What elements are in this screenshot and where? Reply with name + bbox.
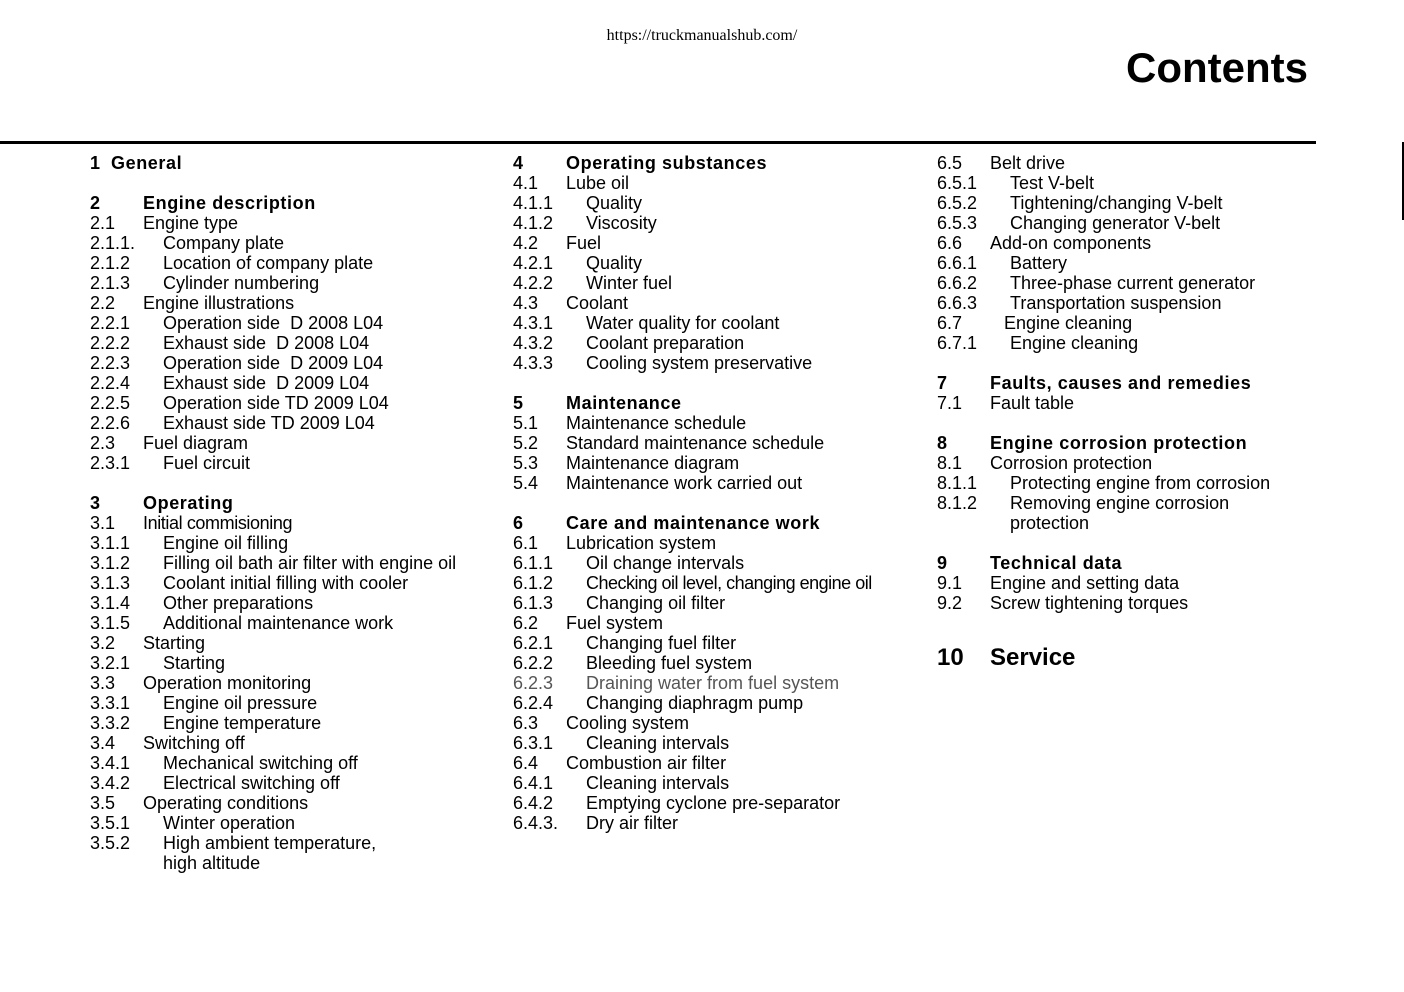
toc-title: Mechanical switching off	[163, 753, 358, 773]
toc-number: 3.4	[90, 733, 116, 753]
toc-number: 6.7.1	[937, 333, 978, 353]
toc-title: Tightening/changing V-belt	[1010, 193, 1223, 213]
toc-entry[interactable]	[937, 233, 1357, 253]
toc-number: 4.2.2	[513, 273, 554, 293]
toc-number: 4	[513, 153, 524, 173]
toc-entry[interactable]	[90, 353, 500, 373]
toc-title: Maintenance work carried out	[566, 473, 803, 493]
toc-title: Add-on components	[990, 233, 1152, 253]
toc-title: Belt drive	[990, 153, 1066, 173]
toc-title: Engine cleaning	[1010, 333, 1139, 353]
toc-entry[interactable]	[90, 313, 500, 333]
toc-title: Fuel	[566, 233, 602, 253]
toc-title: Operation side D 2009 L04	[163, 353, 384, 373]
toc-entry[interactable]	[513, 353, 923, 373]
toc-number: 4.3.1	[513, 313, 554, 333]
toc-entry-continuation[interactable]	[937, 513, 1357, 533]
toc-number: 8.1	[937, 453, 963, 473]
toc-number: 3.5.1	[90, 813, 131, 833]
toc-entry[interactable]	[513, 733, 923, 753]
toc-title: Dry air filter	[586, 813, 679, 833]
toc-number: 2.2.3	[90, 353, 131, 373]
toc-number: 6.2.2	[513, 653, 554, 673]
toc-entry[interactable]	[513, 653, 923, 673]
toc-title: Quality	[586, 253, 643, 273]
toc-title: Technical data	[990, 553, 1123, 573]
toc-number: 4.1	[513, 173, 539, 193]
toc-title: Changing generator V-belt	[1010, 213, 1221, 233]
toc-title: Changing fuel filter	[586, 633, 737, 653]
toc-title: Operation side D 2008 L04	[163, 313, 384, 333]
toc-number: 7	[937, 373, 948, 393]
toc-number: 4.2.1	[513, 253, 554, 273]
toc-number: 7.1	[937, 393, 963, 413]
toc-title: Engine illustrations	[143, 293, 295, 313]
toc-title: Engine oil filling	[163, 533, 289, 553]
toc-number: 3.3.1	[90, 693, 131, 713]
toc-number: 8.1.1	[937, 473, 978, 493]
toc-entry[interactable]	[90, 753, 500, 773]
toc-title: Draining water from fuel system	[586, 673, 840, 693]
toc-number: 6.1.1	[513, 553, 554, 573]
toc-title: Service	[990, 644, 1076, 671]
toc-section-heading[interactable]	[937, 373, 1357, 393]
spacer	[90, 173, 500, 193]
toc-title: Starting	[163, 653, 226, 673]
toc-title: Cleaning intervals	[586, 773, 730, 793]
toc-title: protection	[1010, 513, 1090, 533]
toc-title: Operation side TD 2009 L04	[163, 393, 389, 413]
toc-number: 2.3.1	[90, 453, 131, 473]
toc-entry[interactable]	[90, 553, 500, 573]
spacer	[937, 613, 1357, 633]
toc-number: 6.6.2	[937, 273, 978, 293]
toc-title: Standard maintenance schedule	[566, 433, 825, 453]
toc-number: 6.6.3	[937, 293, 978, 313]
toc-entry[interactable]	[513, 753, 923, 773]
toc-number: 6.7	[937, 313, 963, 333]
toc-number: 6.6.1	[937, 253, 978, 273]
toc-number: 5.4	[513, 473, 539, 493]
toc-entry[interactable]	[90, 773, 500, 793]
spacer	[937, 533, 1357, 553]
toc-title: Engine cleaning	[1004, 313, 1133, 333]
toc-entry[interactable]	[513, 173, 923, 193]
toc-title: Cylinder numbering	[163, 273, 320, 293]
toc-title: Electrical switching off	[163, 773, 340, 793]
toc-entry[interactable]	[90, 613, 500, 633]
toc-number: 2.2.1	[90, 313, 131, 333]
toc-title: Coolant initial filling with cooler	[163, 573, 409, 593]
toc-title: Engine temperature	[163, 713, 322, 733]
toc-entry[interactable]	[937, 153, 1357, 173]
toc-number: 2.1.3	[90, 273, 131, 293]
toc-column-1	[90, 153, 500, 873]
toc-title: Care and maintenance work	[566, 513, 821, 533]
toc-number: 8	[937, 433, 948, 453]
spacer	[90, 473, 500, 493]
toc-entry[interactable]	[90, 733, 500, 753]
toc-number: 3.1.5	[90, 613, 131, 633]
toc-number: 4.1.1	[513, 193, 554, 213]
toc-number: 5.1	[513, 413, 539, 433]
toc-title: Engine corrosion protection	[990, 433, 1248, 453]
toc-entry[interactable]	[90, 213, 500, 233]
toc-number: 6.5.1	[937, 173, 978, 193]
toc-title: Cleaning intervals	[586, 733, 730, 753]
spacer	[513, 373, 923, 393]
toc-title: Operating	[143, 493, 234, 513]
toc-title: Exhaust side TD 2009 L04	[163, 413, 375, 433]
toc-section-heading[interactable]	[513, 393, 923, 413]
toc-entry[interactable]	[90, 513, 500, 533]
toc-title: Maintenance schedule	[566, 413, 747, 433]
toc-number: 9.2	[937, 593, 963, 613]
toc-entry[interactable]	[90, 673, 500, 693]
toc-entry[interactable]	[513, 473, 923, 493]
toc-title: Fault table	[990, 393, 1075, 413]
toc-column-2	[513, 153, 923, 833]
toc-number: 9.1	[937, 573, 963, 593]
toc-entry[interactable]	[90, 413, 500, 433]
toc-number: 2.2.5	[90, 393, 131, 413]
toc-number: 6.4	[513, 753, 539, 773]
toc-section-heading[interactable]	[90, 193, 500, 213]
toc-number: 1	[90, 153, 101, 173]
toc-number: 3	[90, 493, 101, 513]
toc-number: 6.1.3	[513, 593, 554, 613]
toc-title: Engine type	[143, 213, 239, 233]
toc-entry[interactable]	[937, 253, 1357, 273]
toc-number: 2.2	[90, 293, 116, 313]
toc-entry[interactable]	[937, 333, 1357, 353]
toc-entry[interactable]	[513, 633, 923, 653]
toc-title: Changing oil filter	[586, 593, 726, 613]
toc-number: 3.4.2	[90, 773, 131, 793]
toc-entry[interactable]	[90, 253, 500, 273]
toc-entry[interactable]	[90, 633, 500, 653]
toc-entry[interactable]	[90, 393, 500, 413]
toc-title: High ambient temperature,	[163, 833, 377, 853]
toc-number: 4.3.2	[513, 333, 554, 353]
toc-entry[interactable]	[90, 273, 500, 293]
toc-number: 6.5	[937, 153, 963, 173]
toc-entry[interactable]	[90, 433, 500, 453]
toc-entry[interactable]	[513, 413, 923, 433]
toc-title: Other preparations	[163, 593, 314, 613]
toc-entry[interactable]	[937, 453, 1357, 473]
toc-number: 2.2.2	[90, 333, 131, 353]
toc-title: Cooling system	[566, 713, 690, 733]
toc-entry[interactable]	[90, 573, 500, 593]
spacer	[513, 493, 923, 513]
toc-entry-continuation[interactable]	[90, 853, 500, 873]
toc-title: Starting	[143, 633, 206, 653]
toc-entry[interactable]	[513, 813, 923, 833]
toc-entry[interactable]	[513, 593, 923, 613]
toc-number: 6.5.2	[937, 193, 978, 213]
toc-entry[interactable]	[90, 833, 500, 853]
toc-title: Transportation suspension	[1010, 293, 1222, 313]
toc-number: 6.6	[937, 233, 963, 253]
toc-title: Maintenance	[566, 393, 682, 413]
toc-entry[interactable]	[513, 673, 923, 693]
spacer	[937, 413, 1357, 433]
toc-entry[interactable]	[513, 773, 923, 793]
toc-section-heading[interactable]	[513, 513, 923, 533]
toc-entry[interactable]	[513, 233, 923, 253]
toc-entry[interactable]	[937, 213, 1357, 233]
toc-number: 4.1.2	[513, 213, 554, 233]
toc-title: Initial commisioning	[143, 513, 293, 533]
toc-number: 3.2	[90, 633, 116, 653]
toc-number: 3.1	[90, 513, 116, 533]
toc-entry[interactable]	[937, 293, 1357, 313]
toc-number: 3.5	[90, 793, 116, 813]
toc-number: 4.2	[513, 233, 539, 253]
toc-title: Additional maintenance work	[163, 613, 394, 633]
toc-entry[interactable]	[513, 713, 923, 733]
toc-number: 3.2.1	[90, 653, 131, 673]
toc-number: 5.3	[513, 453, 539, 473]
toc-title: Operation monitoring	[143, 673, 312, 693]
spacer	[937, 353, 1357, 373]
toc-entry[interactable]	[513, 453, 923, 473]
toc-title: Three-phase current generator	[1010, 273, 1256, 293]
toc-entry[interactable]	[937, 173, 1357, 193]
toc-entry[interactable]	[90, 593, 500, 613]
toc-title: Bleeding fuel system	[586, 653, 753, 673]
toc-title: Exhaust side D 2008 L04	[163, 333, 370, 353]
toc-entry[interactable]	[513, 573, 923, 593]
toc-title: Fuel system	[566, 613, 664, 633]
toc-number: 3.1.4	[90, 593, 131, 613]
toc-title: Battery	[1010, 253, 1068, 273]
toc-title: Coolant	[566, 293, 629, 313]
toc-number: 6	[513, 513, 524, 533]
toc-number: 6.4.3.	[513, 813, 559, 833]
toc-title: Oil change intervals	[586, 553, 745, 573]
toc-entry[interactable]	[90, 293, 500, 313]
toc-entry[interactable]	[513, 273, 923, 293]
toc-title: Removing engine corrosion	[1010, 493, 1230, 513]
toc-title: Combustion air filter	[566, 753, 727, 773]
toc-number: 6.2	[513, 613, 539, 633]
toc-entry[interactable]	[90, 333, 500, 353]
toc-number: 6.4.1	[513, 773, 554, 793]
toc-title: Water quality for coolant	[586, 313, 780, 333]
toc-section-heading[interactable]	[937, 553, 1357, 573]
toc-entry[interactable]	[513, 293, 923, 313]
toc-number: 6.1.2	[513, 573, 554, 593]
toc-title: Winter operation	[163, 813, 296, 833]
toc-title: Operating substances	[566, 153, 768, 173]
toc-entry[interactable]	[90, 693, 500, 713]
toc-number: 5.2	[513, 433, 539, 453]
toc-title: Corrosion protection	[990, 453, 1153, 473]
toc-entry[interactable]	[90, 793, 500, 813]
toc-number: 6.2.3	[513, 673, 554, 693]
toc-entry[interactable]	[513, 433, 923, 453]
toc-number: 3.3	[90, 673, 116, 693]
toc-entry[interactable]	[937, 193, 1357, 213]
toc-number: 3.1.2	[90, 553, 131, 573]
toc-title: Fuel diagram	[143, 433, 249, 453]
toc-entry[interactable]	[90, 813, 500, 833]
toc-number: 6.4.2	[513, 793, 554, 813]
toc-title: Winter fuel	[586, 273, 673, 293]
toc-entry[interactable]	[90, 533, 500, 553]
toc-number: 3.4.1	[90, 753, 131, 773]
toc-title: Filling oil bath air filter with engine oil	[163, 553, 457, 573]
toc-title: Checking oil level, changing engine oil	[586, 573, 872, 593]
toc-number: 6.5.3	[937, 213, 978, 233]
page-title: Contents	[1126, 44, 1308, 91]
toc-title: Switching off	[143, 733, 245, 753]
source-url[interactable]: https://truckmanualshub.com/	[606, 27, 798, 44]
toc-title: high altitude	[163, 853, 261, 873]
toc-title: Emptying cyclone pre-separator	[586, 793, 841, 813]
toc-title: Test V-belt	[1010, 173, 1095, 193]
toc-entry[interactable]	[937, 273, 1357, 293]
toc-entry[interactable]	[937, 493, 1357, 513]
toc-entry[interactable]	[90, 373, 500, 393]
toc-number: 8.1.2	[937, 493, 978, 513]
toc-entry[interactable]	[513, 613, 923, 633]
toc-entry[interactable]	[513, 793, 923, 813]
toc-title: Operating conditions	[143, 793, 309, 813]
toc-section-heading[interactable]	[513, 153, 923, 173]
toc-entry[interactable]	[90, 713, 500, 733]
toc-number: 6.3	[513, 713, 539, 733]
toc-title: Company plate	[163, 233, 285, 253]
toc-title: Maintenance diagram	[566, 453, 740, 473]
toc-number: 2.2.4	[90, 373, 131, 393]
toc-title: Fuel circuit	[163, 453, 251, 473]
toc-entry[interactable]	[937, 573, 1357, 593]
toc-number: 2.1	[90, 213, 116, 233]
toc-title: Quality	[586, 193, 643, 213]
toc-entry[interactable]	[937, 313, 1357, 333]
toc-entry[interactable]	[90, 653, 500, 673]
toc-number: 3.5.2	[90, 833, 131, 853]
toc-number: 6.2.1	[513, 633, 554, 653]
toc-number: 2.2.6	[90, 413, 131, 433]
toc-title: Location of company plate	[163, 253, 374, 273]
toc-entry[interactable]	[513, 333, 923, 353]
toc-number: 3.1.3	[90, 573, 131, 593]
toc-column-3	[937, 153, 1357, 673]
toc-title: Changing diaphragm pump	[586, 693, 804, 713]
toc-title: Lube oil	[566, 173, 630, 193]
toc-number: 2.3	[90, 433, 116, 453]
toc-entry[interactable]	[937, 593, 1357, 613]
toc-title: Lubrication system	[566, 533, 717, 553]
toc-entry[interactable]	[513, 533, 923, 553]
toc-title: Exhaust side D 2009 L04	[163, 373, 370, 393]
toc-number: 6.3.1	[513, 733, 554, 753]
toc-number: 2.1.1.	[90, 233, 136, 253]
toc-entry[interactable]	[937, 393, 1357, 413]
toc-section-heading[interactable]	[90, 493, 500, 513]
toc-number: 3.1.1	[90, 533, 131, 553]
toc-entry[interactable]	[937, 473, 1357, 493]
header-rule	[0, 141, 1316, 144]
toc-entry[interactable]	[513, 553, 923, 573]
toc-entry[interactable]	[513, 213, 923, 233]
toc-service-heading[interactable]	[937, 643, 1357, 673]
toc-number: 4.3.3	[513, 353, 554, 373]
toc-title: General	[111, 153, 183, 173]
toc-section-heading[interactable]	[90, 153, 500, 173]
toc-title: Cooling system preservative	[586, 353, 813, 373]
toc-number: 9	[937, 553, 948, 573]
toc-title: Protecting engine from corrosion	[1010, 473, 1271, 493]
toc-number: 3.3.2	[90, 713, 131, 733]
toc-number: 4.3	[513, 293, 539, 313]
toc-entry[interactable]	[90, 233, 500, 253]
toc-title: Engine oil pressure	[163, 693, 318, 713]
toc-title: Coolant preparation	[586, 333, 745, 353]
toc-title: Viscosity	[586, 213, 657, 233]
toc-entry[interactable]	[513, 693, 923, 713]
toc-number: 6.1	[513, 533, 539, 553]
toc-number: 6.2.4	[513, 693, 554, 713]
toc-entry[interactable]	[90, 453, 500, 473]
toc-entry[interactable]	[513, 253, 923, 273]
toc-number: 10	[937, 644, 964, 671]
toc-entry[interactable]	[513, 193, 923, 213]
toc-title: Faults, causes and remedies	[990, 373, 1252, 393]
toc-title: Screw tightening torques	[990, 593, 1189, 613]
toc-title: Engine description	[143, 193, 316, 213]
toc-title: Engine and setting data	[990, 573, 1180, 593]
toc-number: 2	[90, 193, 101, 213]
toc-number: 2.1.2	[90, 253, 131, 273]
toc-entry[interactable]	[513, 313, 923, 333]
toc-section-heading[interactable]	[937, 433, 1357, 453]
toc-number: 5	[513, 393, 524, 413]
